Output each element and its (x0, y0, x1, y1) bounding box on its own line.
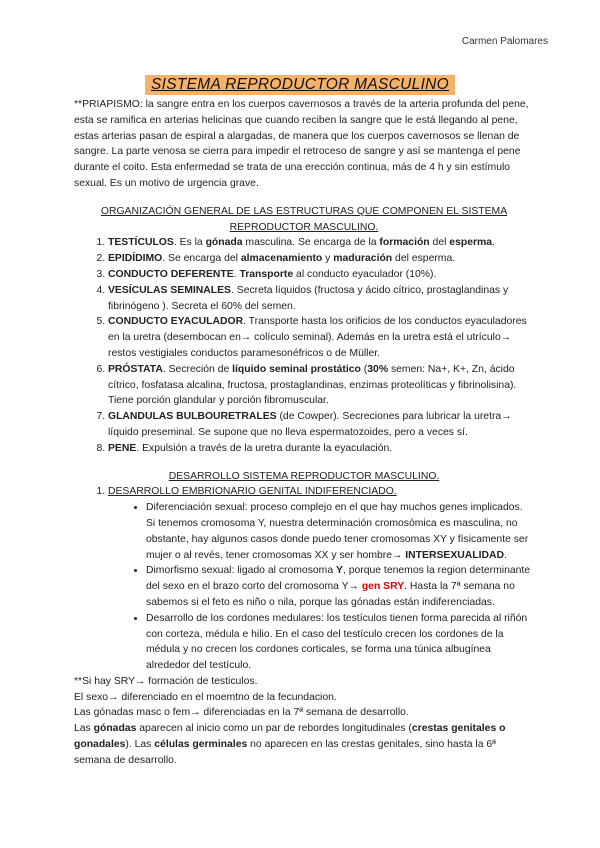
dev-list (74, 484, 534, 674)
dev-bullets (108, 500, 534, 674)
list-item (108, 484, 534, 674)
title-wrapper (0, 75, 600, 95)
author-name: Carmen Palomares (461, 36, 548, 47)
note-gonads-week: Las gónadas masc o fem→ diferenciadas en la 7ª semana de desarrollo. (74, 707, 409, 719)
page-title: SISTEMA REPRODUCTOR MASCULINO (145, 75, 455, 95)
list-item: 7. GLANDULAS BULBOURETRALES (de Cowper). Secreciones para lubricar la uretra→ líquido preseminal. Se supone que no lleva espermatozoides, pero a veces sí. (108, 409, 534, 441)
list-item: 5. CONDUCTO EYACULADOR. Transporte hasta los orificios de los conductos eyaculadores en la uretra (desembocan en→ colículo seminal). Además en la uretra está el utrículo→ restos vestigiales conductos paramesonéfricos o de Müller. (108, 314, 534, 361)
dev-heading: DESARROLLO SISTEMA REPRODUCTOR MASCULINO. (168, 470, 440, 482)
note-sex: El sexo→ diferenciado en el moemtno de la fecundacion. (74, 691, 337, 703)
list-item: 4. VESÍCULAS SEMINALES. Secreta líquidos (fructosa y ácido cítrico, prostaglandinas y fibrinógeno ). Secreta el 60% del semen. (108, 283, 534, 315)
dev-subheading: DESARROLLO EMBRIONARIO GENITAL INDIFERENCIADO. (108, 486, 397, 498)
list-item: 2. EPIDÍDIMO. Se encarga del almacenamiento y maduración del esperma. (108, 251, 534, 267)
spacer (74, 192, 534, 204)
list-item: 1. TESTÍCULOS. Es la gónada masculina. Se encarga de la formación del esperma. (108, 235, 534, 251)
list-item: 3. CONDUCTO DEFERENTE. Transporte al conducto eyaculador (10%). (108, 267, 534, 283)
note-sry: **Si hay SRY→ formación de testiculos. (74, 675, 258, 687)
list-item: • Dimorfismo sexual: ligado al cromosoma Y, porque tenemos la region determinante del sexo en el brazo corto del cromosoma Y→ gen SRY. Hasta la 7ª semana no sabemos si el feto es niño o nila, porque las gónadas están indiferenciadas. (146, 563, 534, 610)
document-body (74, 97, 534, 769)
priapismo-paragraph: **PRIAPISMO: la sangre entra en los cuerpos cavernosos a través de la arteria profunda del pene, esta se ramifica en arterias helicinas que cuando reciben la sangre que le está llegando al pene, estas arterias pasan de espiral a alargadas, de manera que los cuerpos cavernosos se llenan de sangre. La parte venosa se cierra para impedir el retroceso de sangre y así se mantenga el pene durante el coito. Esta enfermedad se trata de una erección continua, más de 4 h y sin estímulo sexual. Es un motivo de urgencia grave. (74, 99, 529, 189)
list-item: 8. PENE. Expulsión a través de la uretra durante la eyaculación. (108, 441, 534, 457)
note-gonads-crests: Las gónadas aparecen al inicio como un par de rebordes longitudinales (crestas genitales o gonadales). Las células germinales no aparecen en las crestas genitales, sino hasta la 6ª semana de desarrollo. (74, 723, 506, 766)
structures-list (74, 235, 534, 456)
list-item: • Desarrollo de los cordones medulares: los testículos tienen forma parecida al riñón con corteza, médula e hilio. En el caso del testículo crecen los cordones de la médula y no crecen los cordones corticales, se forma una túnica albugínea alrededor del testículo. (146, 611, 534, 674)
org-heading: ORGANIZACIÓN GENERAL DE LAS ESTRUCTURAS QUE COMPONEN EL SISTEMA REPRODUCTOR MASCULINO. (100, 205, 508, 233)
spacer (74, 457, 534, 469)
list-item: • Diferenciación sexual: proceso complejo en el que hay muchos genes implicados. Si tenemos cromosoma Y, nuestra determinación cromosómica es masculina, no obstante, hay algunos casos donde puedo tener cromosomas XY y físicamente ser mujer o al revés, tener cromosomas XX y ser hombre→ INTERSEXUALIDAD. (146, 500, 534, 563)
list-item: 6. PRÓSTATA. Secreción de líquido seminal prostático (30% semen: Na+, K+, Zn, ácido cítrico, fosfatasa alcalina, fructosa, prostaglandinas, enzimas proteolíticas y fibrinolisina). Tiene porción glandular y porción fibromuscular. (108, 362, 534, 409)
